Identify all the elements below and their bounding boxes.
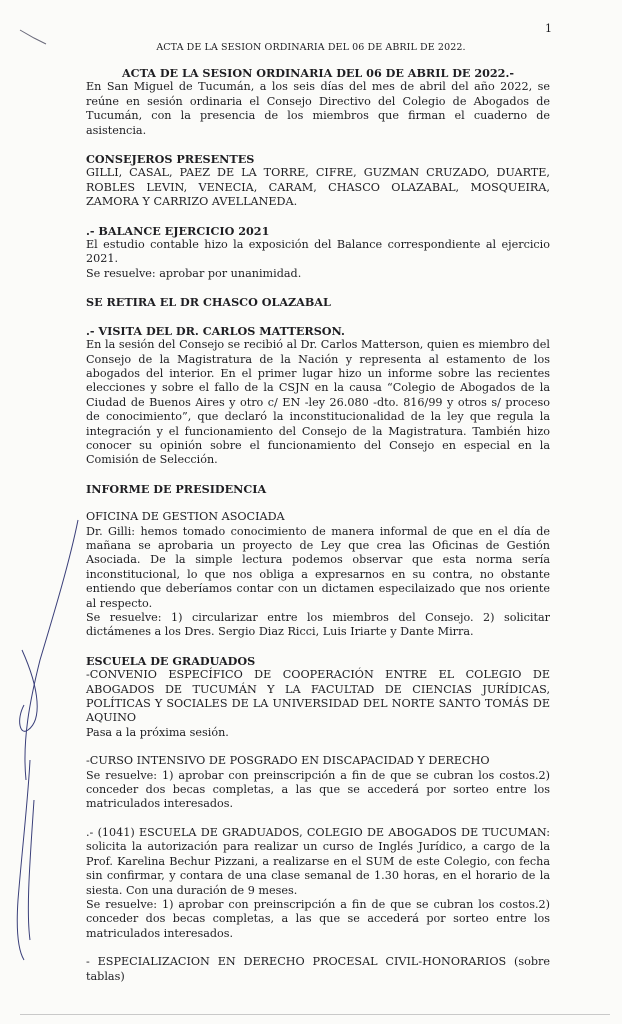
presidencia-heading: INFORME DE PRESIDENCIA — [86, 481, 267, 496]
presidencia-subheading: OFICINA DE GESTION ASOCIADA — [86, 510, 285, 524]
ingles-text: .- (1041) ESCUELA DE GRADUADOS, COLEGIO DE ABOGADOS DE TUCUMAN: solicita la autorización para realizar un curso de Inglés Jurídico, a cargo de la Prof. Karelina Bechur Pizzani, a realizarse en el SUM de este Colegio, con fecha sin confirmar, y contara de una clase semanal de 1.30 horas, en el horario de la siesta. Con una duración de 9 meses. — [86, 825, 550, 897]
document-body — [86, 66, 550, 984]
escuela-heading: ESCUELA DE GRADUADOS — [86, 653, 256, 668]
retira-heading: SE RETIRA EL DR CHASCO OLAZABAL — [86, 295, 331, 310]
convenio-resolution: Pasa a la próxima sesión. — [86, 725, 229, 739]
bottom-divider — [20, 1014, 610, 1015]
especializacion-text: - ESPECIALIZACION EN DERECHO PROCESAL CIVIL-HONORARIOS (sobre tablas) — [86, 955, 550, 983]
balance-heading: .- BALANCE EJERCICIO 2021 — [86, 223, 270, 238]
balance-resolution: Se resuelve: aprobar por unanimidad. — [86, 266, 302, 280]
presidencia-resolution: Se resuelve: 1) circularizar entre los miembros del Consejo. 2) solicitar dictámenes a los Dres. Sergio Diaz Ricci, Luis Iriarte y Dante Mirra. — [86, 611, 550, 639]
visita-text: En la sesión del Consejo se recibió al Dr. Carlos Matterson, quien es miembro del Consejo de la Magistratura de la Nación y representa al estamento de los abogados del interior. En el primer lugar hizo un informe sobre las recientes elecciones y sobre el fallo de la CSJN en la causa “Colegio de Abogados de la Ciudad de Buenos Aires y otro c/ EN -ley 26.080 -dto. 816/99 y otros s/ proceso de conocimiento”, que declaró la inconstitucionalidad de la ley que regula la integración y el funcionamiento del Consejo de la Magistratura. También hizo conocer su opinión sobre el funcionamiento del Consejo en especial en la Comisión de Selección. — [86, 338, 550, 467]
intro-paragraph: En San Miguel de Tucumán, a los seis días del mes de abril del año 2022, se reúne en sesión ordinaria el Consejo Directivo del Colegio de Abogados de Tucumán, con la presencia de los miembros que firman el cuaderno de asistencia. — [86, 80, 550, 137]
balance-text: El estudio contable hizo la exposición del Balance correspondiente al ejercicio 2021. — [86, 238, 550, 266]
page-number: 1 — [545, 22, 552, 35]
curso-text: -CURSO INTENSIVO DE POSGRADO EN DISCAPACIDAD Y DERECHO — [86, 754, 490, 768]
consejeros-list: GILLI, CASAL, PAEZ DE LA TORRE, CIFRE, GUZMAN CRUZADO, DUARTE, ROBLES LEVIN, VENECIA, CARAM, CHASCO OLAZABAL, MOSQUEIRA, ZAMORA Y CARRIZO AVELLANEDA. — [86, 166, 550, 209]
visita-heading: .- VISITA DEL DR. CARLOS MATTERSON. — [86, 323, 345, 338]
document-title: ACTA DE LA SESION ORDINARIA DEL 06 DE ABRIL DE 2022.- — [121, 66, 514, 80]
consejeros-heading: CONSEJEROS PRESENTES — [86, 152, 255, 167]
convenio-text: -CONVENIO ESPECÍFICO DE COOPERACIÓN ENTRE EL COLEGIO DE ABOGADOS DE TUCUMÁN Y LA FACULTAD DE CIENCIAS JURÍDICAS, POLÍTICAS Y SOCIALES DE LA UNIVERSIDAD DEL NORTE SANTO TOMÁS DE AQUINO — [86, 668, 550, 725]
presidencia-text: Dr. Gilli: hemos tomado conocimiento de manera informal de que en el día de mañana se aprobaria un proyecto de Ley que crea las Oficinas de Gestión Asociada. De la simple lectura podemos observar que esta norma sería inconstitucional, lo que nos obliga a expresarnos en su contra, no obstante entiendo que deberíamos contar con un dictamen especilaizado que nos oriente al respecto. — [86, 524, 550, 610]
running-header: ACTA DE LA SESION ORDINARIA DEL 06 DE ABRIL DE 2022. — [156, 42, 466, 53]
ingles-resolution: Se resuelve: 1) aprobar con preinscripción a fin de que se cubran los costos.2) conceder dos becas completas, a las que se accederá por sorteo entre los matriculados interesados. — [86, 897, 550, 940]
curso-resolution: Se resuelve: 1) aprobar con preinscripción a fin de que se cubran los costos.2) conceder dos becas completas, a las que se accederá por sorteo entre los matriculados interesados. — [86, 768, 550, 811]
